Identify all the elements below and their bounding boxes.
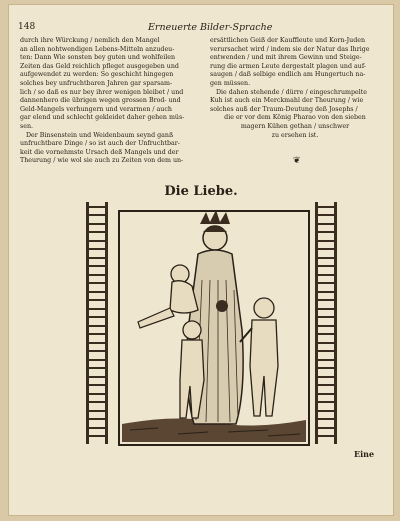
plate-title: Die Liebe. — [164, 184, 238, 199]
text-line: die er vor dem König Pharao von den sieben — [224, 114, 366, 122]
text-line: Zeiten das Geld reichlich pfleget ausgegeben und — [20, 62, 179, 70]
page-number: 148 — [18, 22, 36, 32]
text-line: Die dahen stehende / dürre / eingeschrumpelte — [216, 88, 368, 96]
text-column-left — [20, 37, 190, 166]
text-line: ersättlichen Geiß der Kauffleute und Korn-Juden — [210, 37, 366, 44]
text-line: keit die vornehmste Ursach deß Mangels und der — [20, 148, 179, 156]
text-line: aufgewendet zu werden: So geschicht hingegen — [20, 71, 174, 79]
text-line: Der Binsenstein und Weidenbaum seynd ganß — [26, 131, 174, 139]
text-line: solches bey unfruchtbaren Jahren gar sparsam- — [20, 79, 173, 87]
text-line: dannenhero die übrigen wegen grossen Brod- und — [20, 97, 181, 105]
book-page — [8, 4, 394, 516]
text-line: unfruchtbare Dinge / so ist auch der Unfruchtbar- — [20, 140, 180, 148]
ornamental-border-right — [315, 202, 337, 444]
text-line: solches auß der Traum-Deutung deß Josephs / — [210, 105, 358, 113]
text-line: magern Kühen gethan / unschwer — [240, 122, 350, 130]
text-line: Theurung / wie wol sie auch zu Zeiten von dem un- — [20, 157, 184, 165]
catchword: Eine — [354, 449, 375, 459]
text-line: Geld-Mangels verhungern und verarmen / auch — [20, 105, 172, 113]
text-line: lich / so daß es nur bey ihrer wenigen bleibet / und — [20, 88, 184, 96]
text-line: saugen / daß selbige endlich am Hungertuch na- — [210, 71, 366, 79]
text-line: gar elend und schlecht gekleidet daher gehen müs- — [20, 114, 185, 122]
text-line: durch ihre Würckung / nemlich den Mangel — [20, 37, 160, 44]
fleuron-ornament-icon: ❦ — [293, 156, 301, 166]
text-line: zu ersehen ist. — [271, 131, 319, 139]
text-line: rung die armen Leute dergestalt plagen und auf- — [210, 62, 367, 70]
woodcut-illustration — [118, 210, 310, 446]
text-line: gen müssen. — [210, 79, 251, 87]
running-title: Erneuerte Bilder-Sprache — [148, 22, 273, 33]
text-column-right — [210, 37, 380, 140]
text-line: ten: Dann Wie sonsten bey guten und wohlfeilen — [20, 54, 176, 62]
text-line: Kuh ist auch ein Merckmahl der Theurung / wie — [210, 97, 364, 105]
text-line: verursachet wird / indem sie der Natur das Ihrige — [210, 45, 370, 53]
text-line: sen. — [20, 122, 34, 130]
ornamental-border-left — [86, 202, 108, 444]
text-line: entwenden / und mit ihrem Gewinn und Steige- — [210, 54, 362, 62]
text-line: an allen nohtwendigen Lebens-Mitteln anzudeu- — [20, 45, 175, 53]
